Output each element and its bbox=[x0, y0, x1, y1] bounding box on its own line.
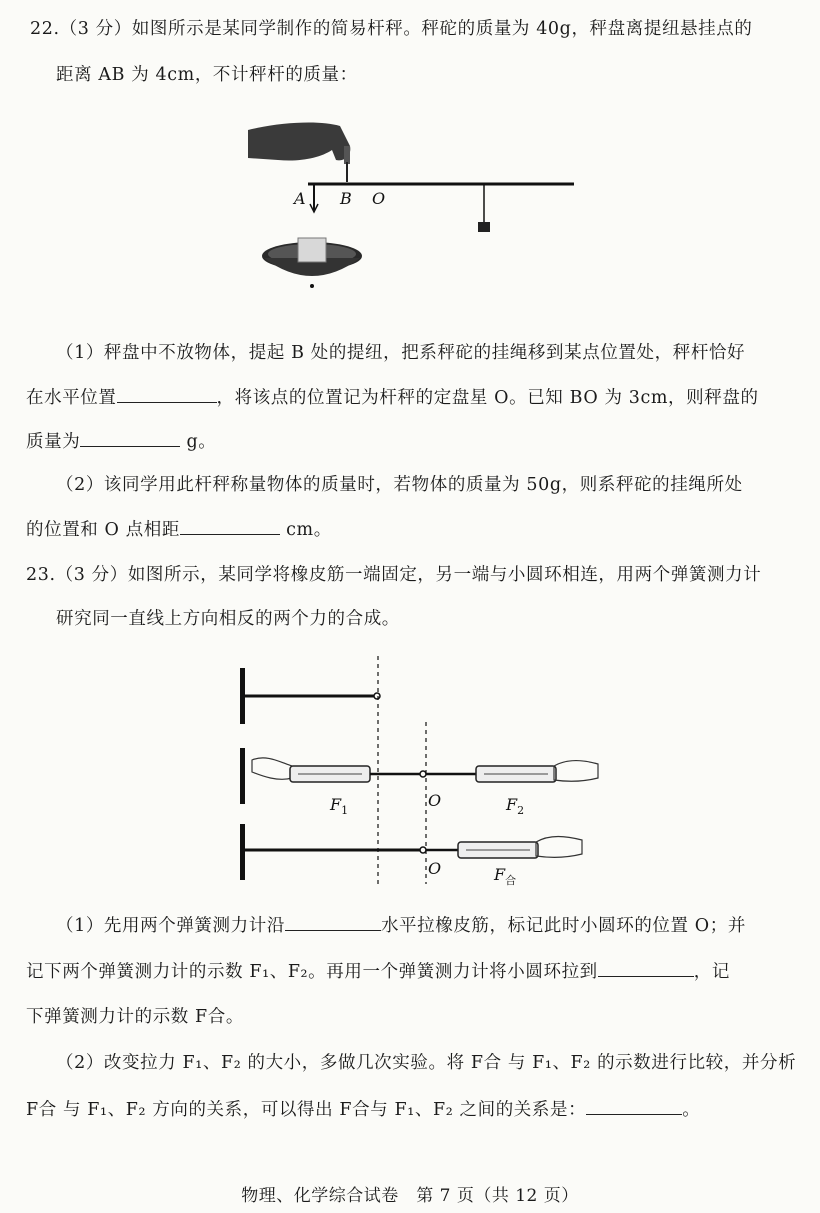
answer-blank-1[interactable] bbox=[117, 384, 217, 403]
label-F1: $F_1$ bbox=[330, 795, 349, 817]
answer-blank-5[interactable] bbox=[598, 958, 694, 977]
answer-blank-3[interactable] bbox=[180, 516, 280, 535]
q22-p1-line-3: 质量为 g。 bbox=[26, 428, 216, 455]
label-A: A bbox=[294, 189, 306, 208]
hand-icon bbox=[248, 123, 350, 161]
counterweight bbox=[478, 222, 490, 232]
q23-line-1: 23.（3 分）如图所示，某同学将橡皮筋一端固定，另一端与小圆环相连，用两个弹簧测力计 bbox=[26, 565, 762, 585]
right-hand-icon bbox=[554, 761, 598, 782]
spring-scale-figure bbox=[232, 650, 612, 890]
q23-p1-line-2: 记下两个弹簧测力计的示数 F₁、F₂。再用一个弹簧测力计将小圆环拉到 ，记 bbox=[26, 958, 730, 985]
label-O-row3: O bbox=[428, 859, 442, 878]
label-F2: $F_2$ bbox=[506, 795, 525, 817]
label-Fhe: $F_合$ bbox=[494, 865, 517, 887]
q22-line-2: 距离 AB 为 4cm，不计秤杆的质量： bbox=[56, 65, 358, 85]
left-hand-icon bbox=[252, 758, 292, 779]
answer-blank-6[interactable] bbox=[586, 1096, 682, 1115]
q23-line-2: 研究同一直线上方向相反的两个力的合成。 bbox=[56, 609, 400, 629]
label-O-row2: O bbox=[428, 791, 442, 810]
q22-p2-line-2: 的位置和 O 点相距 cm。 bbox=[26, 516, 332, 543]
page-footer: 物理、化学综合试卷 第 7 页（共 12 页） bbox=[241, 1186, 579, 1206]
q23-p1-line-1: （1）先用两个弹簧测力计沿 水平拉橡皮筋，标记此时小圆环的位置 O；并 bbox=[56, 912, 746, 939]
label-O: O bbox=[372, 189, 386, 208]
steelyard-figure bbox=[240, 118, 580, 298]
q22-line-1: 22.（3 分）如图所示是某同学制作的简易杆秤。秤砣的质量为 40g，秤盘离提纽悬挂点的 bbox=[30, 19, 753, 39]
answer-blank-4[interactable] bbox=[285, 912, 381, 931]
q22-p1-line-2: 在水平位置 ，将该点的位置记为杆秤的定盘星 O。已知 BO 为 3cm，则秤盘的 bbox=[26, 384, 759, 411]
q23-p2-line-2: F合 与 F₁、F₂ 方向的关系，可以得出 F合与 F₁、F₂ 之间的关系是： 。 bbox=[26, 1096, 700, 1123]
q22-p1-line-1: （1）秤盘中不放物体，提起 B 处的提纽，把系秤砣的挂绳移到某点位置处，秤杆恰好 bbox=[56, 343, 746, 363]
right-hand-icon-2 bbox=[536, 837, 582, 858]
label-B: B bbox=[340, 189, 352, 208]
answer-blank-2[interactable] bbox=[80, 428, 180, 447]
q22-p2-line-1: （2）该同学用此杆秤称量物体的质量时，若物体的质量为 50g，则系秤砣的挂绳所处 bbox=[56, 475, 743, 495]
q23-p1-line-3: 下弹簧测力计的示数 F合。 bbox=[26, 1007, 245, 1027]
q23-p2-line-1: （2）改变拉力 F₁、F₂ 的大小，多做几次实验。将 F合 与 F₁、F₂ 的示数进行比较，并分析 bbox=[56, 1053, 797, 1073]
